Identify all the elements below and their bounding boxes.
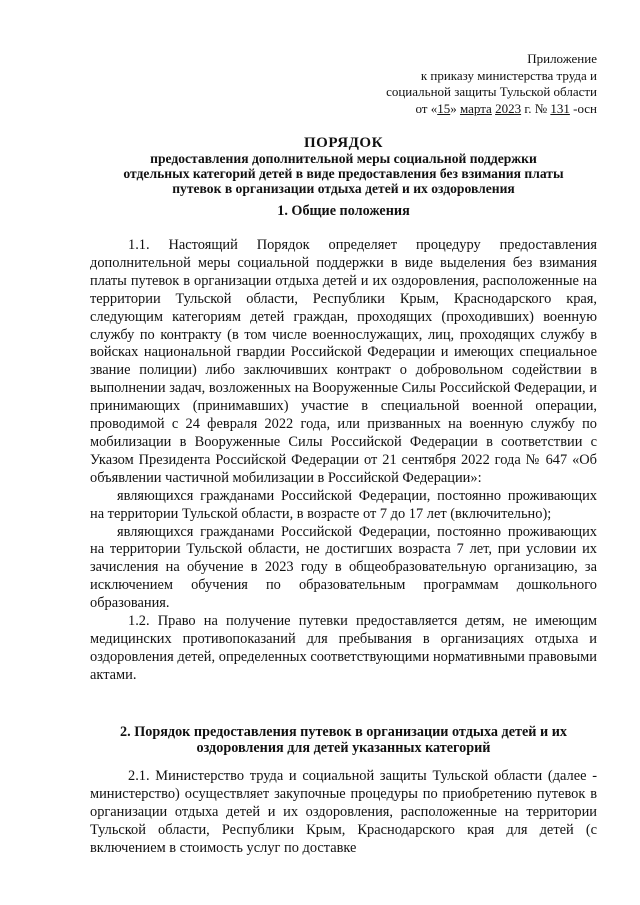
- attachment-block: [386, 51, 597, 117]
- order-month: марта: [459, 100, 492, 116]
- title-line-2: отдельных категорий детей в виде предоставления без взимания платы: [123, 166, 564, 181]
- paragraph-2-1: 2.1. Министерство труда и социальной защиты Тульской области (далее - министерство) осуществляет закупочные процедуры по приобретению путевок в организации отдыха детей и их оздоровления, расположенные на территории Тульской области, Республики Крым, Краснодарского края для детей (с включением в стоимость услуг по доставке: [90, 768, 597, 856]
- date-mid-1: »: [450, 100, 460, 116]
- document-title: [90, 135, 597, 196]
- paragraph-category-2: являющихся гражданами Российской Федерации, постоянно проживающих на территории Тульской области, не достигших возраста 7 лет, при условии их зачисления на обучение в 2023 году в общеобразовательную организацию, за исключением обучения по образовательным программам дошкольного образования.: [90, 523, 597, 612]
- attachment-line-1: Приложение: [527, 51, 597, 66]
- paragraph-1-1: 1.1. Настоящий Порядок определяет процедуру предоставления дополнительной меры социальной поддержки в виде выделения без взимания платы путевок в организации отдыха детей и их оздоровления, расположенные на территории Тульской области, Республики Крым, Краснодарского края, следующим категориям детей граждан, проходящих (проходивших) военную службу по контракту (в том числе военнослужащих, лиц, проходящих службу в войсках национальной гвардии Российской Федерации и имеющих специальное звание полиции) либо заключивших контракт о добровольном содействии в выполнении задач, возложенных на Вооруженные Силы Российской Федерации, и принимающих (принимавших) участие в специальной военной операции, проводимой с 24 февраля 2022 года, или призванных на военную службу по мобилизации в Вооруженные Силы Российской Федерации в соответствии с Указом Президента Российской Федерации от 21 сентября 2022 года № 647 «Об объявлении частичной мобилизации в Российской Федерации»:: [90, 237, 597, 486]
- order-year: 2023: [495, 100, 522, 116]
- order-number: 131: [550, 100, 570, 116]
- section-2-body: [90, 768, 597, 858]
- paragraph-category-1: являющихся гражданами Российской Федерации, постоянно проживающих на территории Тульской области, в возрасте от 7 до 17 лет (включительно);: [90, 487, 597, 522]
- title-line-3: путевок в организации отдыха детей и их оздоровления: [172, 181, 515, 196]
- date-prefix: от «: [415, 100, 438, 116]
- date-mid-2: г. №: [521, 100, 551, 116]
- section-1-body: [90, 237, 597, 685]
- attachment-line-2: к приказу министерства труда и: [420, 67, 597, 83]
- section-2-heading: [90, 724, 597, 756]
- section-2-heading-line-2: оздоровления для детей указанных категорий: [196, 740, 491, 756]
- paragraph-1-2: 1.2. Право на получение путевки предоставляется детям, не имеющим медицинских противопоказаний для пребывания в организациях отдыха и оздоровления детей, определенных соответствующими нормативными правовыми актами.: [90, 613, 597, 683]
- section-2-heading-line-1: 2. Порядок предоставления путевок в организации отдыха детей и их: [120, 724, 567, 740]
- order-day: 15: [437, 100, 451, 116]
- title-line-1: предоставления дополнительной меры социальной поддержки: [150, 151, 537, 166]
- title-main: ПОРЯДОК: [304, 135, 383, 151]
- date-suffix: -осн: [569, 100, 597, 116]
- section-1-heading: 1. Общие положения: [277, 203, 410, 219]
- attachment-date-line: [386, 101, 597, 118]
- attachment-line-3: социальной защиты Тульской области: [386, 84, 597, 99]
